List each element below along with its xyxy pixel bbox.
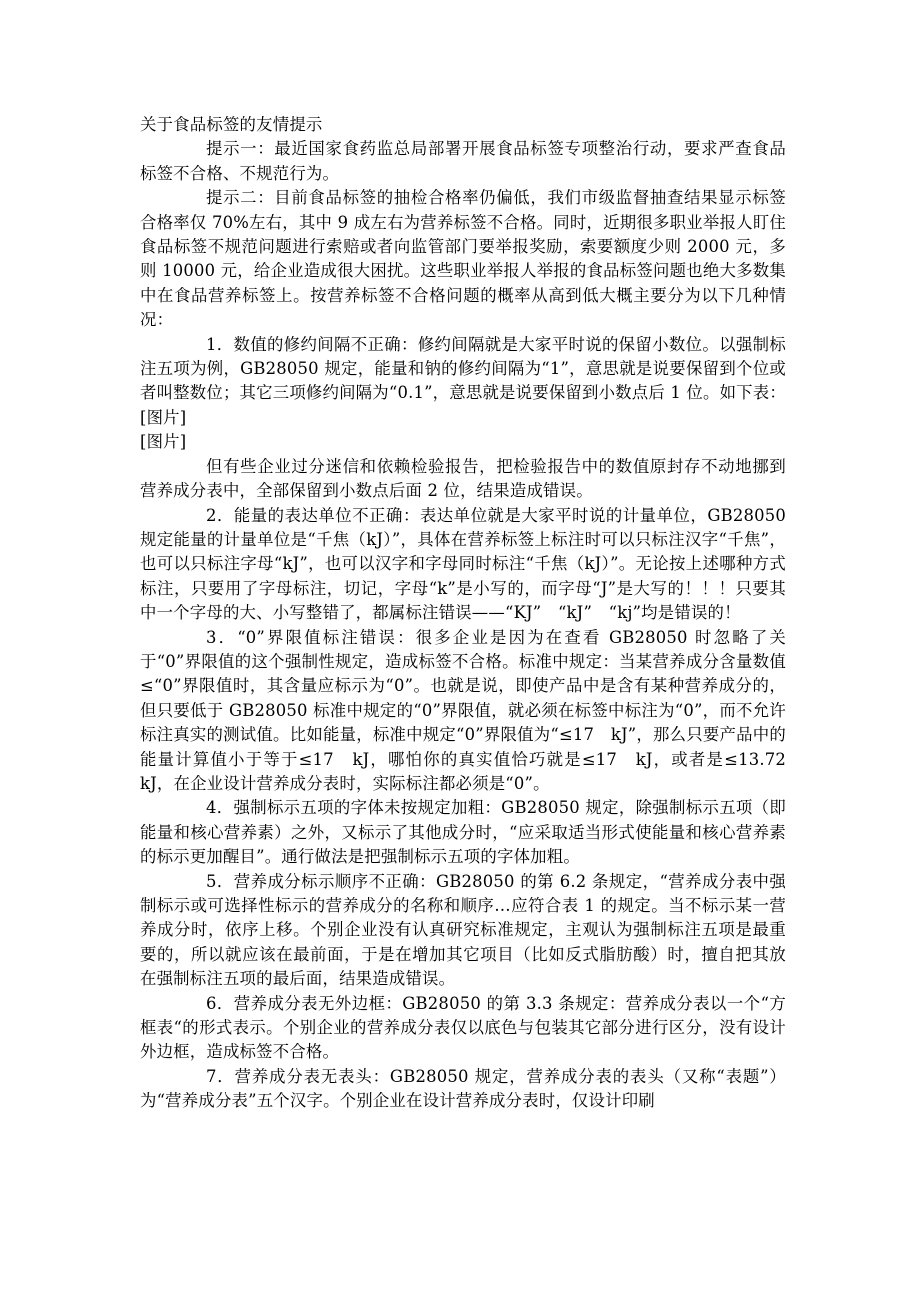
paragraph-item-1-continued: 但有些企业过分迷信和依赖检验报告，把检验报告中的数值原封存不动地挪到营养成分表中，全部保留到小数点后面 2 位，结果造成错误。	[140, 456, 786, 501]
paragraph-item-7: 7．营养成分表无表头：GB28050 规定，营养成分表的表头（又称“表题”）为“营养成分表”五个汉字。个别企业在设计营养成分表时，仅设计印刷	[140, 1066, 786, 1111]
paragraph-item-3: 3．“0”界限值标注错误：很多企业是因为在查看 GB28050 时忽略了关于“0”界限值的这个强制性规定，造成标签不合格。标准中规定：当某营养成分含量数值≤“0”界限值时，其含量应标示为“0”。也就是说，即使产品中是含有某种营养成分的，但只要低于 GB28050 标准中规定的“0”界限值，就必须在标签中标注为“0”，而不允许标注真实的测试值。比如能量，标准中规定“0”界限值为“≤17 kJ”，那么只要产品中的能量计算值小于等于≤17 kJ，哪怕你的真实值恰巧就是≤17 kJ，或者是≤13.72 kJ，在企业设计营养成分表时，实际标注都必须是“0”。	[140, 627, 803, 793]
paragraph-item-2: 2．能量的表达单位不正确：表达单位就是大家平时说的计量单位，GB28050 规定能量的计量单位是“千焦（kJ）”，具体在营养标签上标注时可以只标注汉字“千焦”，也可以只标注字母“kJ”，也可以汉字和字母同时标注“千焦（kJ）”。无论按上述哪种方式标注，只要用了字母标注，切记，字母“k”是小写的，而字母“J”是大写的！！！只要其中一个字母的大、小写整错了，都属标注错误——“KJ” “kJ” “kj”均是错误的！	[140, 505, 786, 623]
paragraph-item-4: 4．强制标示五项的字体未按规定加粗：GB28050 规定，除强制标示五项（即能量和核心营养素）之外，又标示了其他成分时，“应采取适当形式使能量和核心营养素的标示更加醒目”。通行做法是把强制标示五项的字体加粗。	[140, 798, 786, 867]
paragraph-tip-2: 提示二：目前食品标签的抽检合格率仍偏低，我们市级监督抽查结果显示标签合格率仅 70%左右，其中 9 成左右为营养标签不合格。同时，近期很多职业举报人盯住食品标签不规范问题进行索赔或者向监管部门要举报奖励，索要额度少则 2000 元，多则 10000 元，给企业造成很大困扰。这些职业举报人举报的食品标签问题也绝大多数集中在食品营养标签上。按营养标签不合格问题的概率从高到低大概主要分为以下几种情况：	[140, 188, 786, 330]
document-page	[140, 113, 803, 1114]
paragraph-tip-1: 提示一：最近国家食药监总局部署开展食品标签专项整治行动，要求严查食品标签不合格、不规范行为。	[140, 139, 786, 183]
paragraph-item-1: 1．数值的修约间隔不正确：修约间隔就是大家平时说的保留小数位。以强制标注五项为例，GB28050 规定，能量和钠的修约间隔为“1”，意思就是说要保留到个位或者叫整数位；其它三项修约间隔为“0.1”，意思就是说要保留到小数点后 1 位。如下表：	[140, 334, 786, 403]
paragraph-item-5: 5．营养成分标示顺序不正确：GB28050 的第 6.2 条规定，“营养成分表中强制标示或可选择性标示的营养成分的名称和顺序…应符合表 1 的规定。当不标示某一营养成分时，依序上移。个别企业没有认真研究标准规定，主观认为强制标注五项是最重要的，所以就应该在最前面，于是在增加其它项目（比如反式脂肪酸）时，擅自把其放在强制标注五项的最后面，结果造成错误。	[140, 871, 786, 989]
paragraph-item-6: 6．营养成分表无外边框：GB28050 的第 3.3 条规定：营养成分表以一个“方框表“的形式表示。个别企业的营养成分表仅以底色与包装其它部分进行区分，没有设计外边框，造成标签不合格。	[140, 993, 786, 1062]
image-placeholder: [图片]	[140, 407, 187, 427]
document-title: 关于食品标签的友情提示	[140, 115, 323, 134]
image-placeholder: [图片]	[140, 432, 187, 452]
